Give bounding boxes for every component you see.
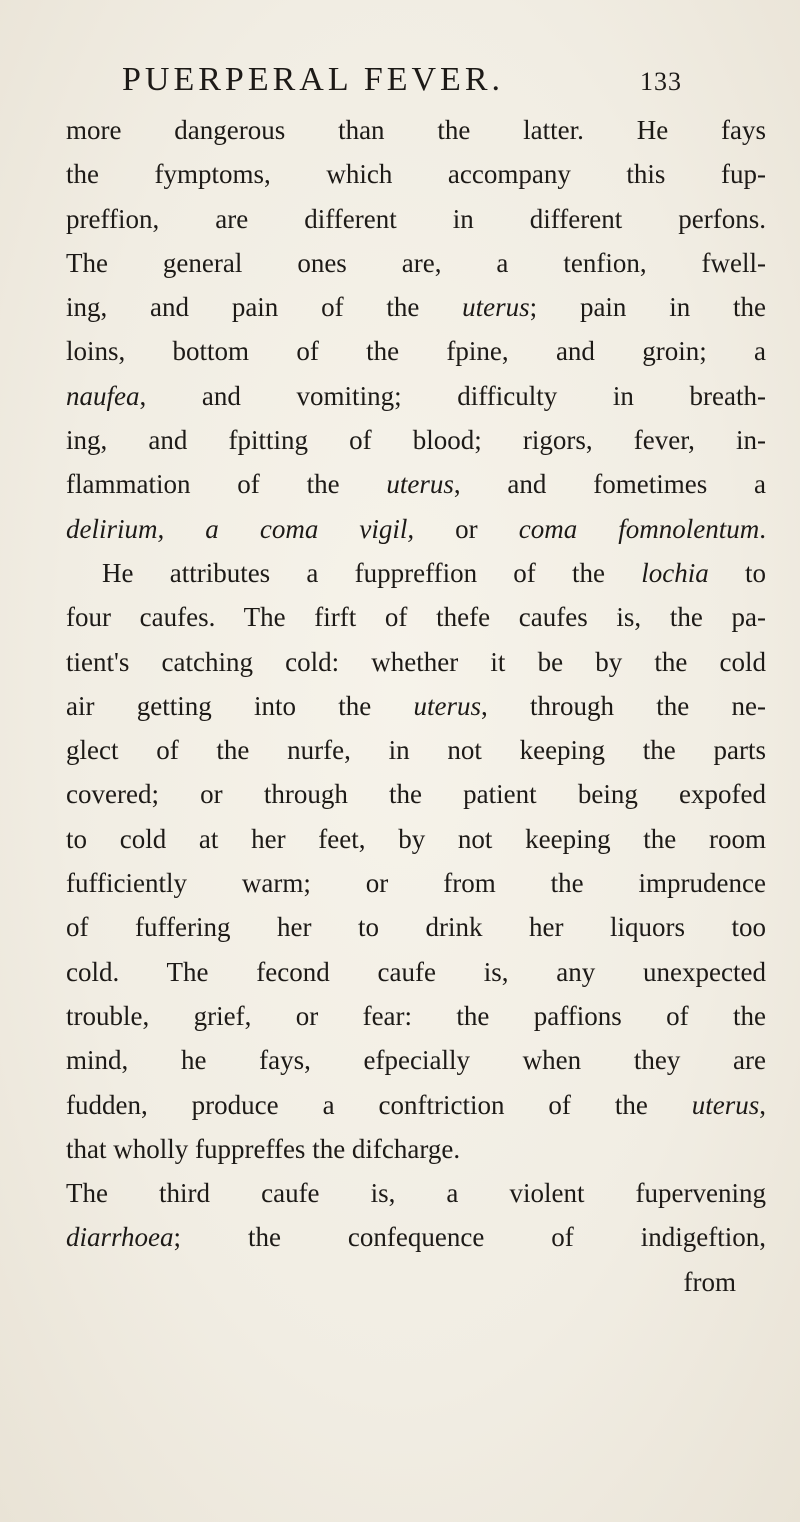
text-line: fudden, produce a conftriction of the uterus, xyxy=(66,1089,766,1120)
running-head xyxy=(122,60,682,100)
text-line: flammation of the uterus, and fometimes a xyxy=(66,469,766,500)
text-line: diarrhoea; the confequence of indigeftion, xyxy=(66,1222,766,1253)
catchword: from xyxy=(683,1266,736,1297)
text-line: ing, and pain of the uterus; pain in the xyxy=(66,292,766,323)
text-line: delirium, a coma vigil, or coma fomnolentum. xyxy=(66,513,767,544)
text-line: more dangerous than the latter. He fays xyxy=(66,115,766,145)
text-line: glect of the nurfe, in not keeping the parts xyxy=(66,735,766,766)
text-line: The general ones are, a tenfion, fwell- xyxy=(66,247,766,278)
text-line: trouble, grief, or fear: the paffions of the xyxy=(66,1000,766,1031)
text-line: ing, and fpitting of blood; rigors, fever, in- xyxy=(66,425,766,456)
text-line: four caufes. The firft of thefe caufes is, the pa- xyxy=(66,602,766,633)
text-line: covered; or through the patient being expofed xyxy=(66,779,766,810)
text-line: air getting into the uterus, through the ne- xyxy=(66,690,767,721)
text-line: He attributes a fuppreffion of the lochia to xyxy=(102,557,766,588)
text-line: preffion, are different in different perfons. xyxy=(66,203,766,234)
body-text xyxy=(66,108,766,1304)
running-title: PUERPERAL FEVER. xyxy=(122,61,505,98)
text-line: The third caufe is, a violent fupervening xyxy=(66,1178,766,1209)
text-line: the fymptoms, which accompany this fup- xyxy=(66,159,766,190)
text-line: of fuffering her to drink her liquors too xyxy=(66,912,766,943)
text-line: that wholly fuppreffes the difcharge. xyxy=(66,1133,461,1164)
page-number: 133 xyxy=(640,67,682,96)
text-line: cold. The fecond caufe is, any unexpected xyxy=(66,956,766,987)
text-line: naufea, and vomiting; difficulty in breath- xyxy=(66,380,766,411)
text-line: loins, bottom of the fpine, and groin; a xyxy=(66,336,766,367)
text-line: to cold at her feet, by not keeping the room xyxy=(66,823,766,854)
text-line: fufficiently warm; or from the imprudence xyxy=(66,868,766,899)
text-line: tient's catching cold: whether it be by the cold xyxy=(66,646,766,677)
text-line: mind, he fays, efpecially when they are xyxy=(66,1045,766,1076)
